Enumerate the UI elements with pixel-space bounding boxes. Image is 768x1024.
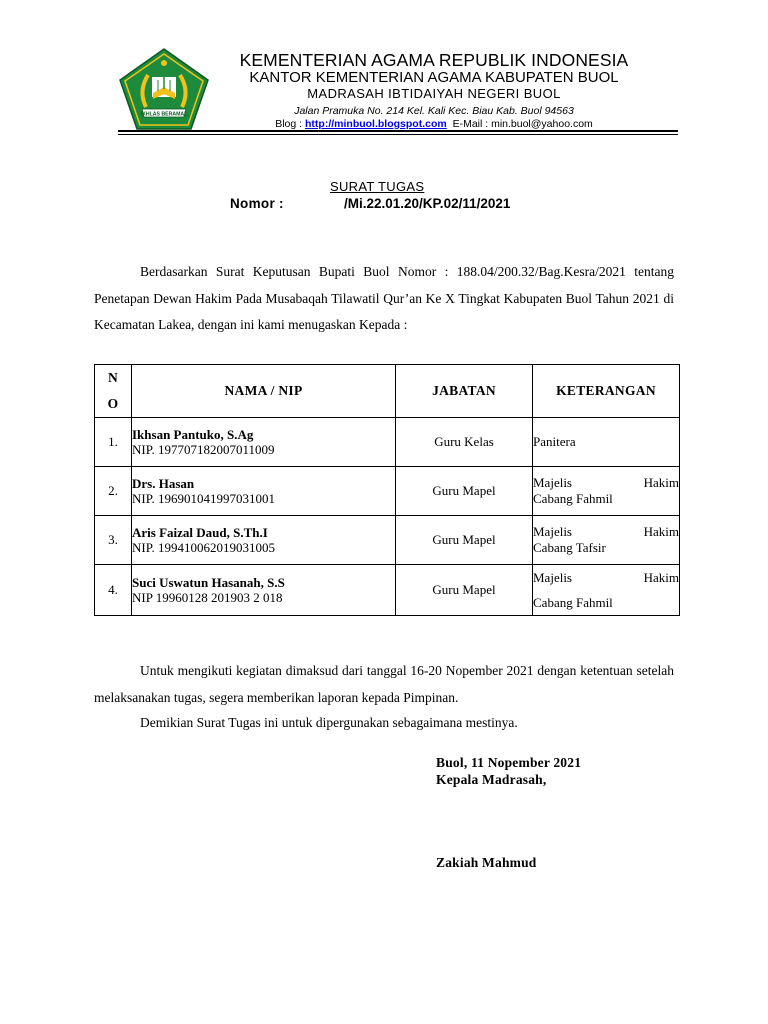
nomor-label: Nomor : — [230, 196, 284, 211]
instruction-paragraph — [94, 658, 674, 711]
kemenag-logo — [118, 47, 210, 131]
row-no: 2. — [95, 467, 132, 516]
header-keterangan: KETERANGAN — [533, 365, 680, 418]
assignment-table — [94, 364, 680, 616]
row-no: 1. — [95, 418, 132, 467]
row-nama: Drs. Hasan — [132, 476, 195, 491]
table-row — [95, 418, 680, 467]
signature-place-date: Buol, 11 Nopember 2021 — [436, 755, 582, 770]
row-nama: Aris Faizal Daud, S.Th.I — [132, 525, 268, 540]
blog-label: Blog : — [275, 118, 305, 130]
table-row — [95, 516, 680, 565]
instruction-paragraph-text: Untuk mengikuti kegiatan dimaksud dari tanggal 16-20 Nopember 2021 dengan ketentuan setelah melaksanakan tugas, segera memberikan laporan kepada Pimpinan. — [94, 663, 674, 705]
row-keterangan — [533, 467, 680, 516]
row-nama: Suci Uswatun Hasanah, S.S — [132, 575, 285, 590]
closing-paragraph — [94, 710, 674, 737]
signature-name: Zakiah Mahmud — [436, 855, 537, 870]
row-keterangan — [533, 418, 680, 467]
row-jabatan: Guru Mapel — [396, 467, 533, 516]
row-keterangan-line2: Cabang Fahmil — [533, 491, 613, 506]
header-jabatan: JABATAN — [396, 365, 533, 418]
letterhead-ministry: KEMENTERIAN AGAMA REPUBLIK INDONESIA — [239, 50, 629, 70]
row-nip: NIP. 196901041997031001 — [132, 491, 276, 506]
row-nama-nip — [132, 418, 396, 467]
row-nama-nip — [132, 565, 396, 616]
row-nip: NIP. 199410062019031005 — [132, 540, 276, 555]
table-row — [95, 565, 680, 616]
table-row — [95, 467, 680, 516]
row-keterangan-line1: Majelis Hakim — [533, 524, 679, 539]
row-keterangan — [533, 565, 680, 616]
nomor-value: /Mi.22.01.20/KP.02/11/2021 — [344, 196, 511, 211]
letterhead-office: KANTOR KEMENTERIAN AGAMA KABUPATEN BUOL — [249, 69, 619, 86]
document-title: SURAT TUGAS — [330, 179, 425, 194]
row-keterangan-line1: Panitera — [533, 434, 576, 449]
row-keterangan-line1: Majelis Hakim — [533, 475, 679, 490]
signature-position: Kepala Madrasah, — [436, 772, 547, 787]
blog-link[interactable]: http://minbuol.blogspot.com — [305, 118, 447, 130]
row-keterangan — [533, 516, 680, 565]
closing-paragraph-text: Demikian Surat Tugas ini untuk dipergunakan sebagaimana mestinya. — [140, 715, 518, 730]
row-no: 4. — [95, 565, 132, 616]
row-jabatan: Guru Kelas — [396, 418, 533, 467]
row-no: 3. — [95, 516, 132, 565]
header-no: N O — [95, 365, 132, 418]
letterhead-address: Jalan Pramuka No. 214 Kel. Kali Kec. Biau Kab. Buol 94563 — [294, 105, 574, 117]
letterhead-divider-thin — [118, 134, 678, 135]
letterhead-divider-thick — [118, 130, 678, 132]
row-jabatan: Guru Mapel — [396, 516, 533, 565]
header-nama: NAMA / NIP — [132, 365, 396, 418]
row-keterangan-line2: Cabang Fahmil — [533, 595, 613, 610]
row-keterangan-line2: Cabang Tafsir — [533, 540, 606, 555]
row-jabatan: Guru Mapel — [396, 565, 533, 616]
svg-text:IKHLAS BERAMAL: IKHLAS BERAMAL — [140, 111, 188, 118]
row-nip: NIP 19960128 201903 2 018 — [132, 590, 283, 605]
email-text: E-Mail : min.buol@yahoo.com — [446, 118, 593, 130]
row-nip: NIP. 197707182007011009 — [132, 442, 275, 457]
row-nama-nip — [132, 467, 396, 516]
row-keterangan-line1: Majelis Hakim — [533, 570, 679, 585]
row-nama: Ikhsan Pantuko, S.Ag — [132, 427, 254, 442]
table-header-row — [95, 365, 680, 418]
letterhead-school: MADRASAH IBTIDAIYAH NEGERI BUOL — [307, 86, 561, 101]
opening-paragraph-text: Berdasarkan Surat Keputusan Bupati Buol Nomor : 188.04/200.32/Bag.Kesra/2021 tentang Penetapan Dewan Hakim Pada Musabaqah Tilawatil Qur’an Ke X Tingkat Kabupaten Buol Tahun 2021 di Kecamatan Lakea, dengan ini kami menugaskan Kepada : — [94, 264, 674, 332]
row-nama-nip — [132, 516, 396, 565]
letterhead — [214, 50, 654, 131]
opening-paragraph — [94, 259, 674, 339]
